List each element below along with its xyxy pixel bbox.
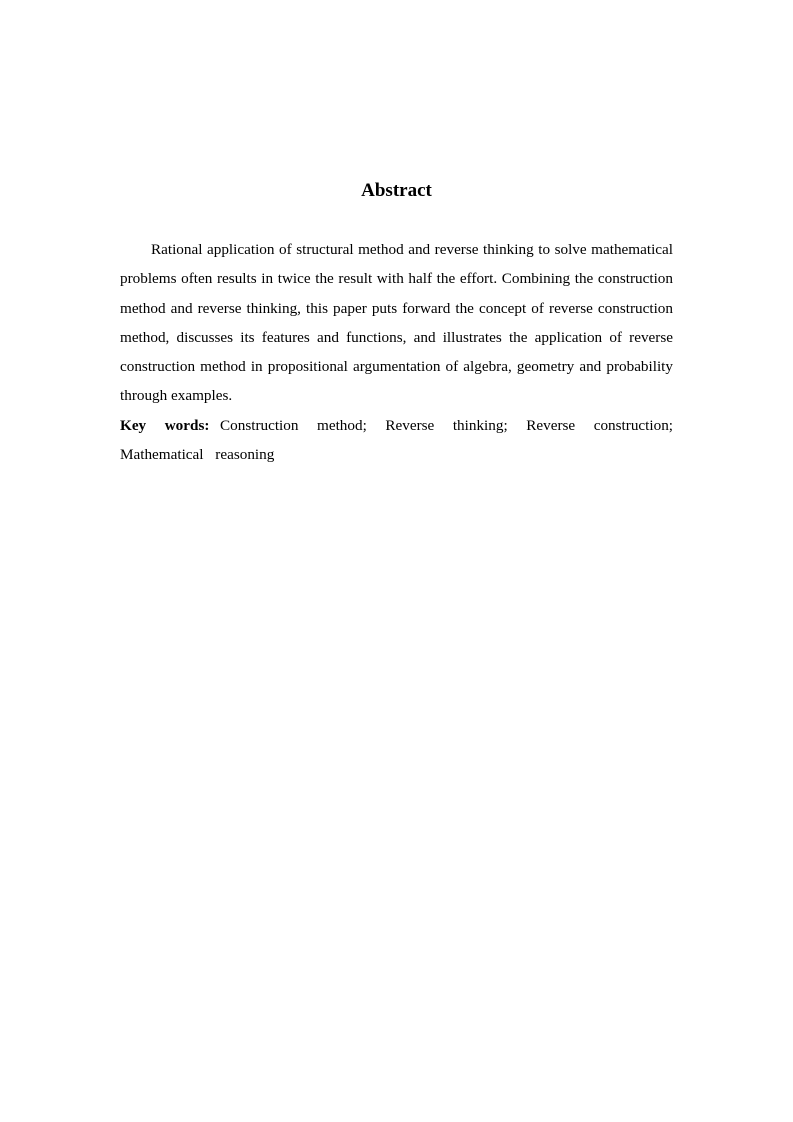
keywords-text: Construction method; Reverse thinking; Reverse construction; Mathematical reasoning bbox=[120, 417, 674, 464]
abstract-paragraph: Rational application of structural method and reverse thinking to solve mathematical problems often results in twice the result with half the effort. Combining the construction method and reverse thinking, this paper puts forward the concept of reverse construction method, discusses its features and functions, and illustrates the application of reverse construction method in propositional argumentation of algebra, geometry and probability through examples. bbox=[120, 241, 673, 405]
keywords-line bbox=[120, 411, 673, 470]
keywords-label: Key words: bbox=[120, 417, 210, 434]
abstract-title: Abstract bbox=[361, 180, 432, 201]
